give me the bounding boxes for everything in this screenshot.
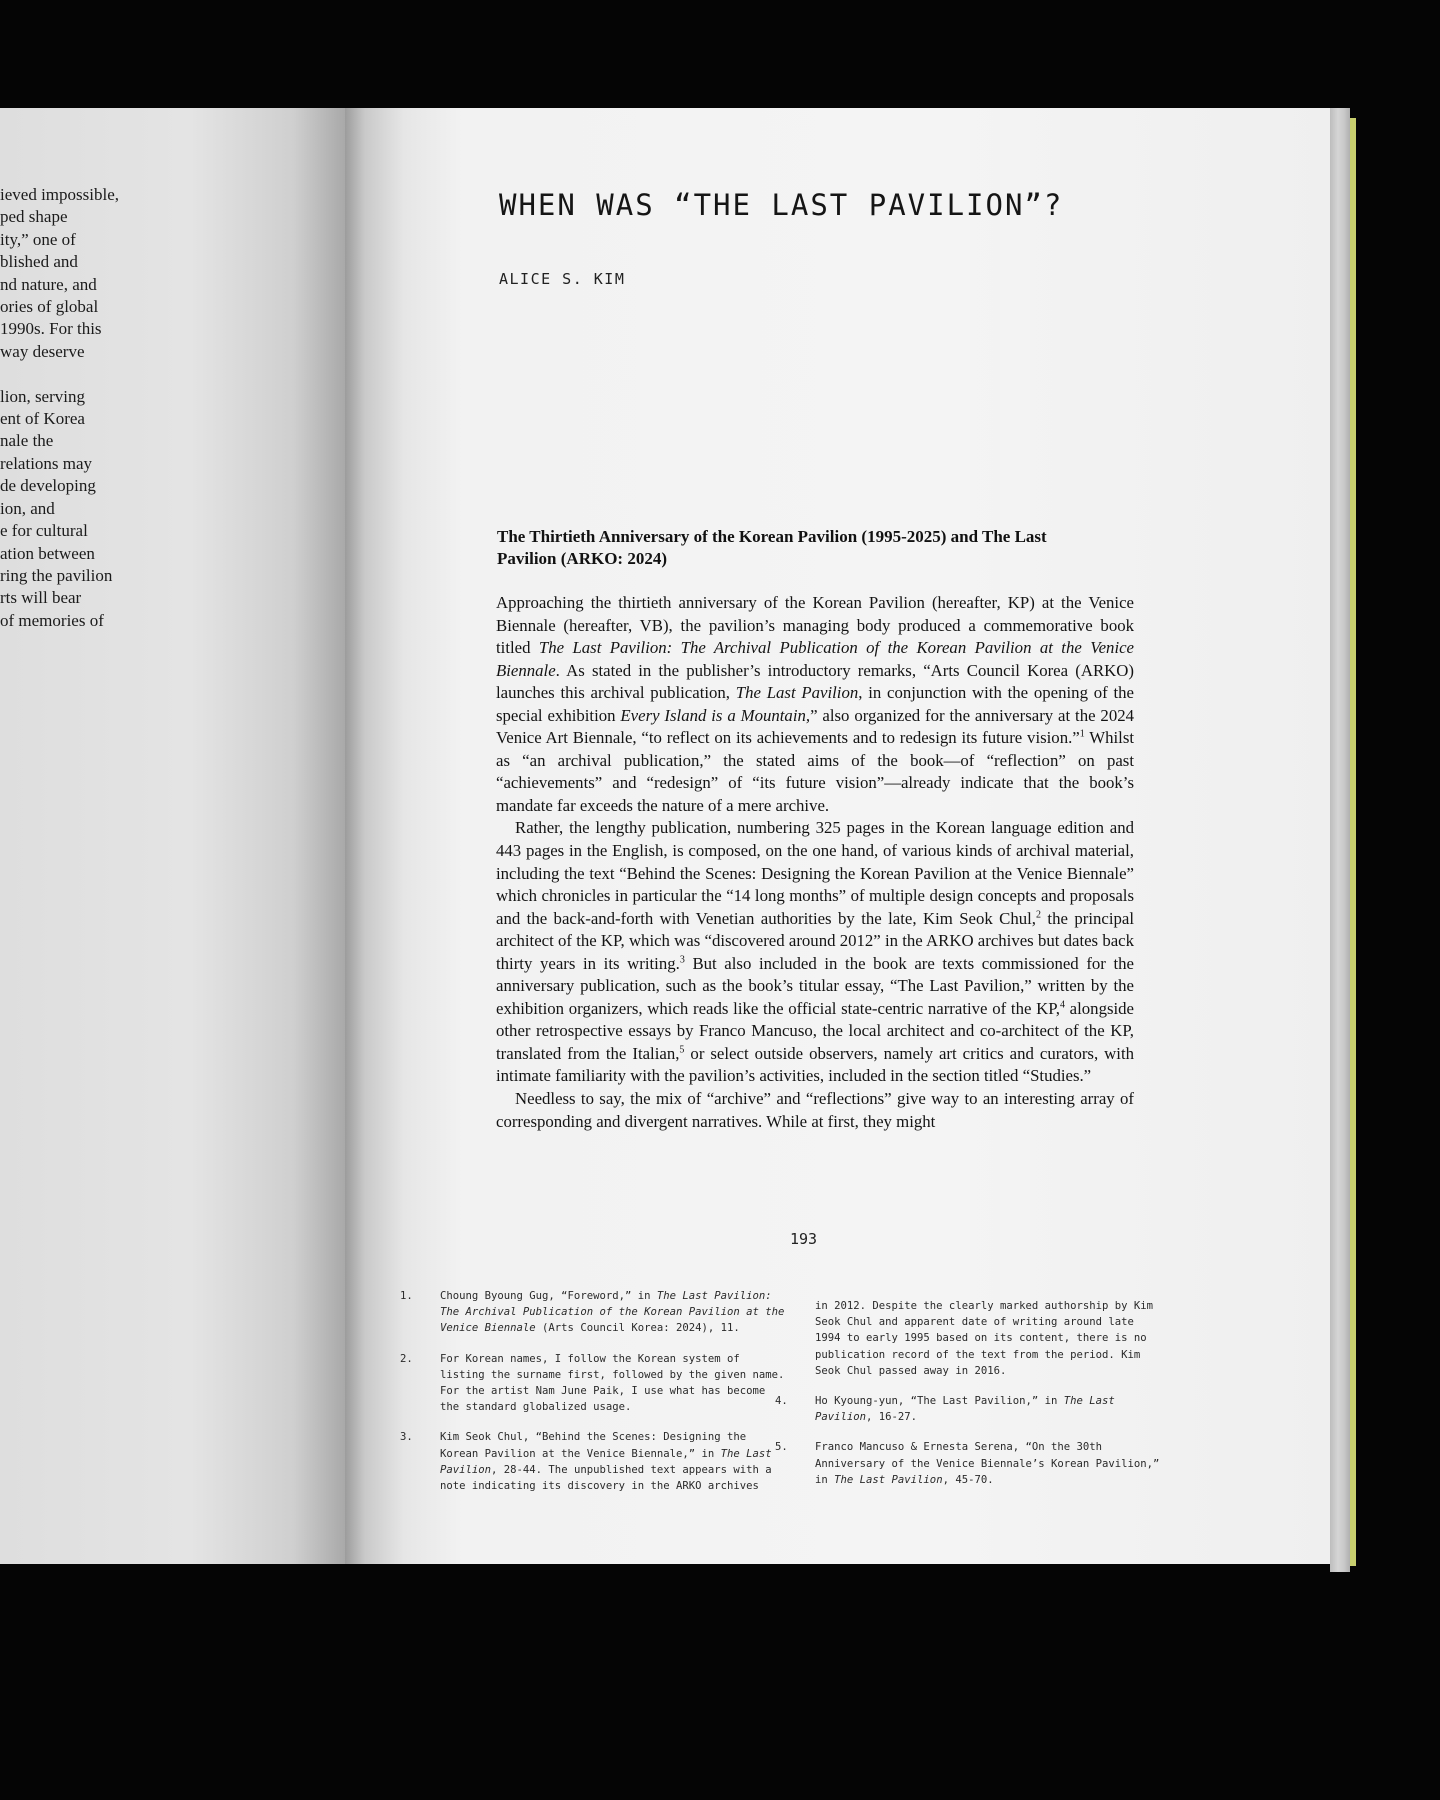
left-page-line: rts will bear xyxy=(0,588,82,608)
footnote-4: 4. Ho Kyoung-yun, “The Last Pavilion,” in The Last Pavilion, 16-27. xyxy=(775,1395,1115,1424)
left-page-line: lion, serving xyxy=(0,386,85,406)
footnote-3: 3. Kim Seok Chul, “Behind the Scenes: Designing the Korean Pavilion at the Venice Biennale,” in The Last Pavilion, 28-44. The unpublished text appears with a note indicating its discovery in the ARKO archives xyxy=(400,1431,772,1493)
right-page xyxy=(345,108,1330,1564)
left-page-line xyxy=(0,363,134,385)
left-page-line: of memories of xyxy=(0,610,104,630)
footnote-2: 2. For Korean names, I follow the Korean system of listing the surname first, followed by the given name. For the artist Nam June Paik, I use what has become the standard globalized usage. xyxy=(400,1352,785,1414)
left-page-line: blished and xyxy=(0,252,78,272)
left-page-line: nd nature, and xyxy=(0,274,97,294)
left-page-line: ories of global xyxy=(0,297,99,317)
left-page-line: nale the xyxy=(0,431,54,451)
left-page-line: way deserve xyxy=(0,341,85,361)
article-title: WHEN WAS “THE LAST PAVILION”? xyxy=(499,188,1064,222)
footnote-ref: 4 xyxy=(1059,999,1065,1011)
footnote-ref: 3 xyxy=(679,954,685,966)
footnote-ref: 1 xyxy=(1079,728,1085,740)
left-page-line: e for cultural xyxy=(0,521,88,541)
left-page-line: ieved impossible, xyxy=(0,185,119,204)
footnote-3-continued: in 2012. Despite the clearly marked authorship by Kim Seok Chul and apparent date of writing around late 1994 to early 1995 based on its content, there is no publication record of the text from the period. Kim Seok Chul passed away in 2016. xyxy=(815,1300,1154,1377)
body-paragraph-1: Approaching the thirtieth anniversary of the Korean Pavilion (hereafter, KP) at the Venice Biennale (hereafter, VB), the pavilion’s managing body produced a commemorative book titled The Last Pavilion: The Archival Publication of the Korean Pavilion at the Venice Biennale. As stated in the publisher’s introductory remarks, “Arts Council Korea (ARKO) launches this archival publication, The Last Pavilion, in conjunction with the opening of the special exhibition Every Island is a Mountain,” also organized for the anniversary at the 2024 Venice Art Biennale, “to reflect on its achievements and to redesign its future vision.”$^1$ Whilst as “an archival publication,” the stated aims of the book—of “reflection” on past “achievements” and “redesign” of “its future vision”—already indicate that the book’s mandate far exceeds the nature of a mere archive. xyxy=(496,593,1135,815)
left-page-line: relations may xyxy=(0,453,93,473)
page-number: 193 xyxy=(790,1230,818,1248)
left-page-line: ion, and xyxy=(0,498,55,518)
footnote-1: 1. Choung Byoung Gug, “Foreword,” in The Last Pavilion: The Archival Publication of the Korean Pavilion at the Venice Biennale (Arts Council Korea: 2024), 11. xyxy=(400,1290,785,1335)
left-page-line: ity,” one of xyxy=(0,229,76,249)
cover-edge xyxy=(1350,118,1356,1566)
footnote-ref: 2 xyxy=(1036,909,1042,921)
article-body xyxy=(496,592,1134,1133)
left-page-line: ring the pavilion xyxy=(0,565,113,585)
left-page-line: ped shape xyxy=(0,207,68,227)
footnotes-right-column xyxy=(775,1288,1165,1502)
section-heading: The Thirtieth Anniversary of the Korean Pavilion (1995-2025) and The Last Pavilion (ARKO: 2024) xyxy=(497,527,1047,568)
footnotes-left-column xyxy=(400,1288,790,1508)
article-author: ALICE S. KIM xyxy=(499,270,626,288)
left-page-line: 1990s. For this xyxy=(0,319,102,339)
footnote-ref: 5 xyxy=(679,1044,685,1056)
left-page-line: ation between xyxy=(0,543,95,563)
left-page-line: ent of Korea xyxy=(0,409,85,429)
left-page-text xyxy=(0,184,345,632)
left-page xyxy=(0,108,345,1564)
left-page-line: de developing xyxy=(0,476,96,496)
body-paragraph-3: Needless to say, the mix of “archive” and “reflections” give way to an interesting array of corresponding and divergent narratives. While at first, they might xyxy=(496,1089,1134,1131)
body-paragraph-2: Rather, the lengthy publication, numbering 325 pages in the Korean language edition and 443 pages in the English, is composed, on the one hand, of various kinds of archival material, including the text “Behind the Scenes: Designing the Korean Pavilion at the Venice Biennale” which chronicles in particular the “14 long months” of multiple design concepts and proposals and the back-and-forth with Venetian authorities by the late, Kim Seok Chul,$^2$ the principal architect of the KP, which was “discovered around 2012” in the ARKO archives but dates back thirty years in its writing.$^3$ But also included in the book are texts commissioned for the anniversary publication, such as the book’s titular essay, “The Last Pavilion,” written by the exhibition organizers, which reads like the official state-centric narrative of the KP,$^4$ alongside other retrospective essays by Franco Mancuso, the local architect and co-architect of the KP, translated from the Italian,$^5$ or select outside observers, namely art critics and curators, with intimate familiarity with the pavilion’s activities, included in the section titled “Studies.” xyxy=(496,818,1135,1086)
footnote-5: 5. Franco Mancuso & Ernesta Serena, “On the 30th Anniversary of the Venice Biennale’s Korean Pavilion,” in The Last Pavilion, 45-70. xyxy=(775,1441,1160,1486)
page-stack-edge xyxy=(1330,108,1350,1572)
